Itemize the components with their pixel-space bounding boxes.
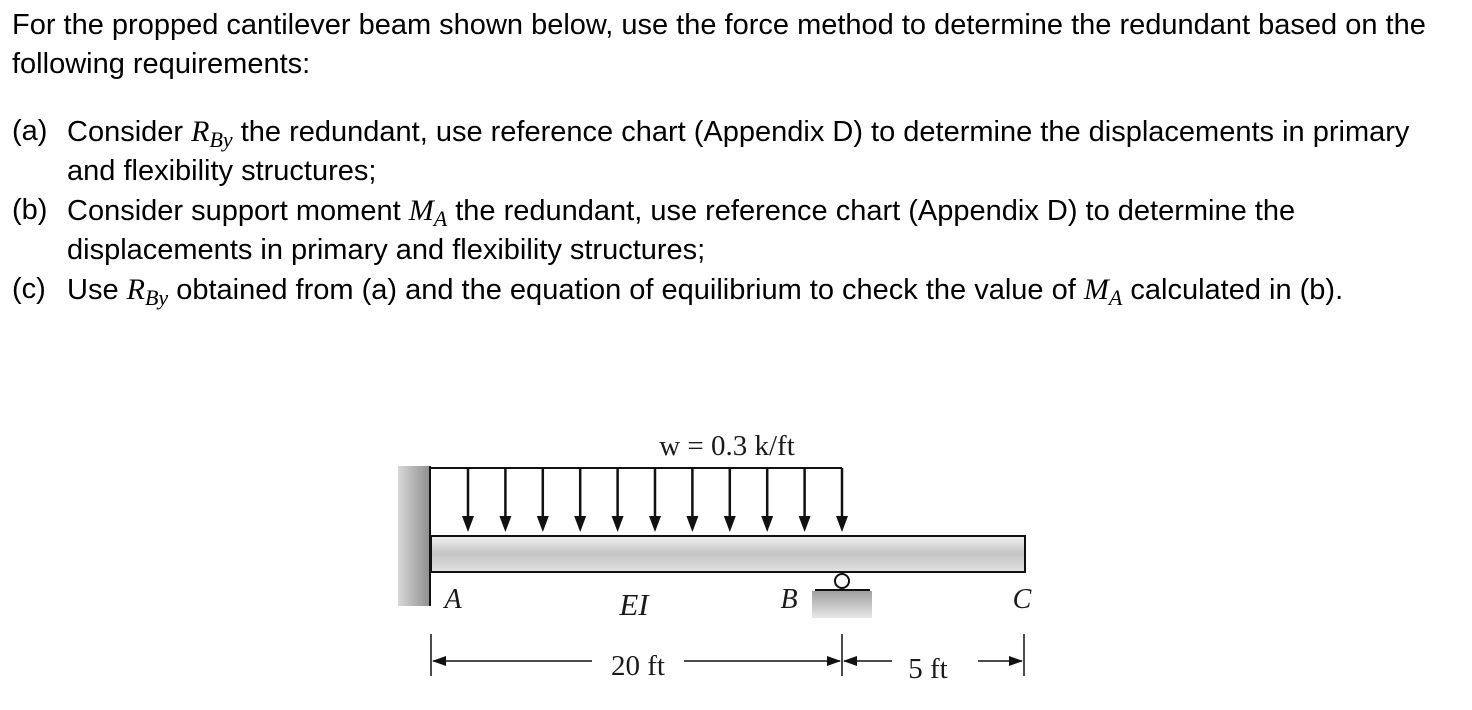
point-a-label: A xyxy=(444,584,462,615)
requirement-a-post: the redundant, use reference chart (Appendix D) to determine the displacements in primary and flexibility structures; xyxy=(67,116,1410,187)
roller-support-wheel xyxy=(835,574,849,588)
stiffness-label: EI xyxy=(619,587,649,622)
variable-ma-symbol: M xyxy=(408,194,434,227)
point-c-label: C xyxy=(1012,584,1032,615)
variable-ma-subscript: A xyxy=(1108,285,1123,310)
load-arrow-head xyxy=(574,516,586,532)
load-arrow-head xyxy=(612,516,624,532)
load-arrow-head xyxy=(686,516,698,532)
requirement-a-pre: Consider xyxy=(67,116,184,148)
load-arrows xyxy=(462,468,848,532)
beam xyxy=(431,536,1025,572)
dimension-ab xyxy=(431,634,841,682)
load-arrow-head xyxy=(836,516,848,532)
requirement-c-post: calculated in (b). xyxy=(1130,274,1344,306)
variable-ma-subscript: A xyxy=(433,206,448,231)
requirement-b-post: the redundant, use reference chart (Appendix D) to determine the displacements in primary and flexibility structures; xyxy=(67,195,1296,266)
load-arrow-head xyxy=(761,516,773,532)
dimension-arrow-b-left xyxy=(827,656,841,666)
load-arrow-head xyxy=(799,516,811,532)
span-bc-label: 5 ft xyxy=(908,653,948,685)
point-b-label: B xyxy=(780,584,798,615)
variable-rby-subscript: By xyxy=(209,127,233,152)
load-arrow-head xyxy=(724,516,736,532)
requirement-c-pre: Use xyxy=(67,274,119,306)
dimension-arrow-a xyxy=(432,656,446,666)
load-arrow-head xyxy=(649,516,661,532)
variable-rby-symbol: R xyxy=(126,273,145,306)
variable-rby-symbol: R xyxy=(191,115,210,148)
span-ab-label: 20 ft xyxy=(611,650,665,682)
variable-ma-symbol: M xyxy=(1083,273,1109,306)
roller-support-ground xyxy=(812,591,872,618)
fixed-support-wall xyxy=(398,466,430,606)
requirement-c-mid: obtained from (a) and the equation of equilibrium to check the value of xyxy=(176,274,1076,306)
dimension-bc xyxy=(842,634,1024,685)
requirement-b-label: (b) xyxy=(12,194,48,226)
requirement-a-label: (a) xyxy=(12,115,48,147)
load-arrow-head xyxy=(462,516,474,532)
requirement-b-pre: Consider support moment xyxy=(67,195,401,227)
load-arrow-head xyxy=(499,516,511,532)
dimension-arrow-c xyxy=(1009,656,1023,666)
load-label: w = 0.3 k/ft xyxy=(659,430,795,462)
variable-rby-subscript: By xyxy=(144,285,169,310)
load-arrow-head xyxy=(537,516,549,532)
requirement-c-label: (c) xyxy=(12,273,46,305)
dimension-arrow-b-right xyxy=(843,656,857,666)
problem-intro: For the propped cantilever beam shown below, use the force method to determine the redundant based on the following requirements: xyxy=(12,9,1426,80)
roller-support xyxy=(812,574,872,618)
